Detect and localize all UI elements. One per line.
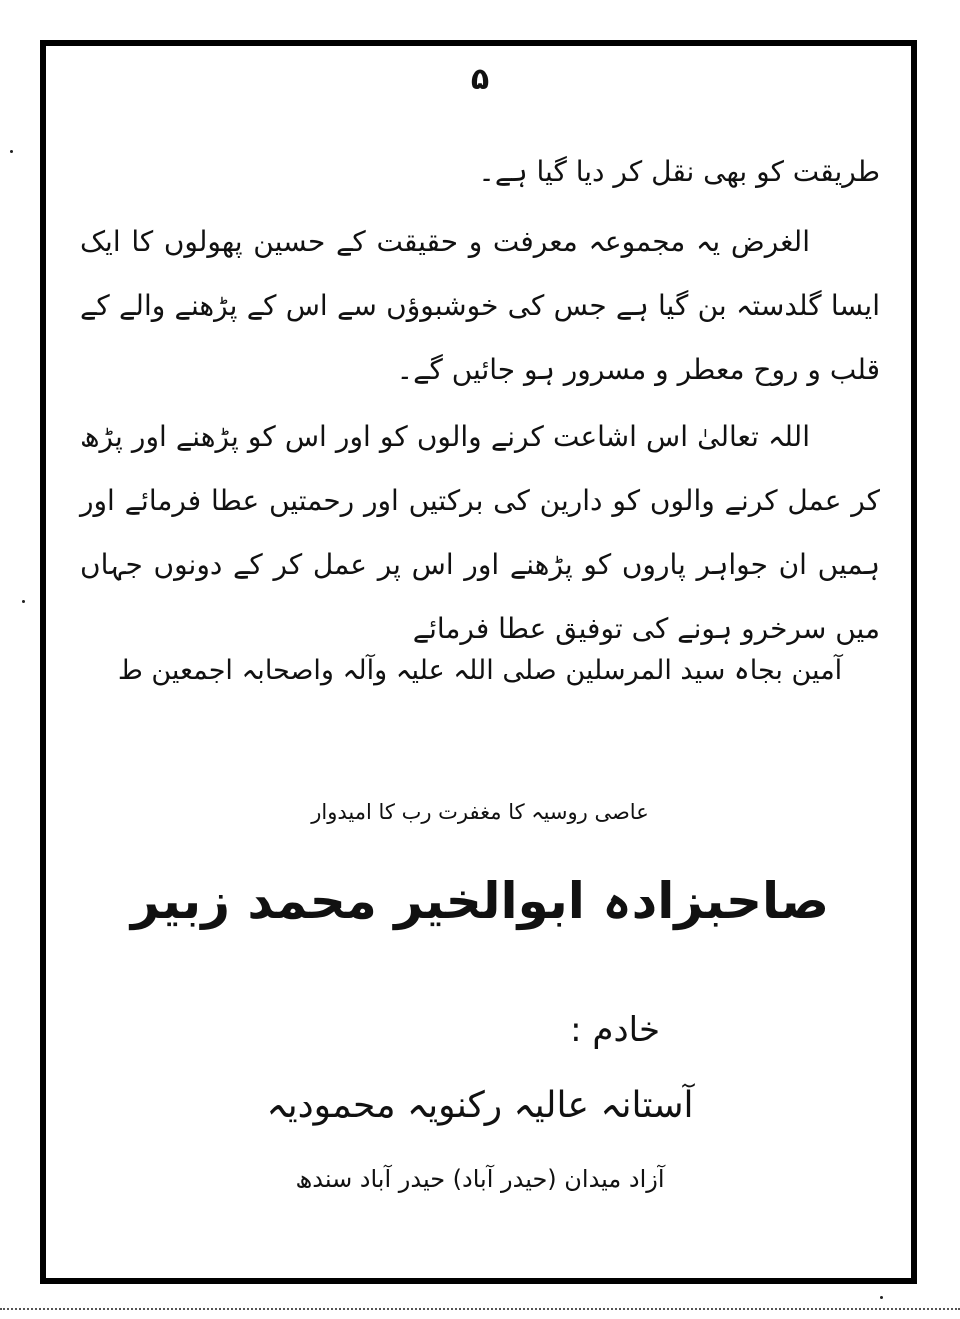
amin-line: آمین بجاہ سید المرسلین صلی اللہ علیہ وآلہ واصحابہ اجمعین ط	[117, 655, 843, 686]
paragraph-3: اللہ تعالیٰ اس اشاعت کرنے والوں کو اور اس کو پڑھنے اور پڑھ کر عمل کرنے والوں کو دارین کی برکتیں اور رحمتیں عطا فرمائے اور ہمیں ان جواہر پاروں کو پڑھنے اور اس پر عمل کر کے دونوں جہاں میں سرخرو ہونے کی توفیق عطا فرمائے	[80, 420, 880, 645]
hopeful-line: عاصی روسیہ کا مغفرت رب کا امیدوار	[311, 800, 649, 824]
scan-speck	[22, 600, 25, 603]
page-number: ۵	[470, 62, 490, 97]
institution-name: آستانہ عالیہ رکنویہ محمودیہ	[266, 1085, 694, 1126]
address-line: آزاد میدان (حیدر آباد) حیدر آباد سندھ	[295, 1165, 665, 1193]
bottom-dotted-line	[0, 1308, 960, 1310]
paragraph-2: الغرض یہ مجموعہ معرفت و حقیقت کے حسین پھولوں کا ایک ایسا گلدستہ بن گیا ہے جس کی خوشبوؤں سے اس کے پڑھنے والے کے قلب و روح معطر و مسرور ہو جائیں گے۔	[80, 225, 880, 386]
khadim-label: خادم :	[570, 1010, 660, 1050]
paragraph-1: طریقت کو بھی نقل کر دیا گیا ہے۔	[478, 155, 880, 188]
scan-speck	[10, 150, 13, 153]
author-name: صاحبزادہ ابوالخیر محمد زبیر	[130, 872, 830, 930]
scan-speck	[880, 1296, 883, 1299]
